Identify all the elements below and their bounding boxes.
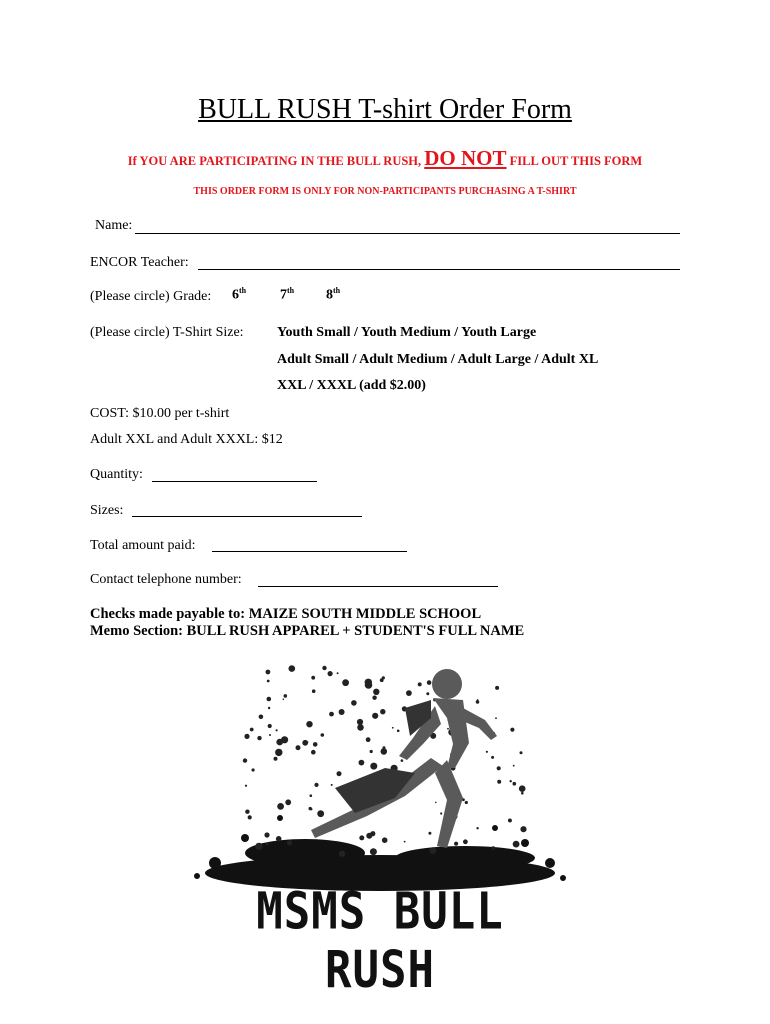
grade-option-6[interactable]: 6th <box>232 286 247 303</box>
memo-line: Memo Section: BULL RUSH APPAREL + STUDENT'S FULL NAME <box>90 623 525 639</box>
teacher-label: ENCOR Teacher: <box>90 255 189 270</box>
cost-line: COST: $10.00 per t-shirt <box>90 406 230 421</box>
name-label: Name: <box>95 218 133 233</box>
warning-emphasis: DO NOT <box>424 146 507 170</box>
sizes-label: Sizes: <box>90 503 124 518</box>
size-options-adult[interactable]: Adult Small / Adult Medium / Adult Large / Adult XL <box>277 352 599 367</box>
phone-field[interactable] <box>258 586 498 587</box>
size-options-youth[interactable]: Youth Small / Youth Medium / Youth Large <box>277 325 537 340</box>
size-options-xxl[interactable]: XXL / XXXL (add $2.00) <box>277 378 426 393</box>
phone-label: Contact telephone number: <box>90 572 242 587</box>
grade-option-8[interactable]: 8th <box>326 286 341 303</box>
grade-label: (Please circle) Grade: <box>90 289 212 304</box>
participant-warning <box>0 146 770 171</box>
total-field[interactable] <box>212 551 407 552</box>
form-title: BULL RUSH T-shirt Order Form <box>198 94 572 125</box>
logo-text: MSMS BULL RUSH <box>256 882 504 1000</box>
total-label: Total amount paid: <box>90 538 196 553</box>
warning-post: FILL OUT THIS FORM <box>509 154 643 168</box>
size-label: (Please circle) T-Shirt Size: <box>90 325 244 340</box>
warning-pre: If YOU ARE PARTICIPATING IN THE BULL RUSH, <box>127 154 422 168</box>
non-participant-note: THIS ORDER FORM IS ONLY FOR NON-PARTICIPANTS PURCHASING A T-SHIRT <box>193 186 577 197</box>
name-field[interactable] <box>135 233 680 234</box>
payment-instructions <box>90 606 524 640</box>
cost-xxl-line: Adult XXL and Adult XXXL: $12 <box>90 432 283 447</box>
checks-payable-line: Checks made payable to: MAIZE SOUTH MIDDLE SCHOOL <box>90 606 482 622</box>
bull-rush-logo <box>185 648 575 1000</box>
quantity-field[interactable] <box>152 481 317 482</box>
grade-option-7[interactable]: 7th <box>280 286 295 303</box>
teacher-field[interactable] <box>198 269 680 270</box>
quantity-label: Quantity: <box>90 467 143 482</box>
sizes-field[interactable] <box>132 516 362 517</box>
